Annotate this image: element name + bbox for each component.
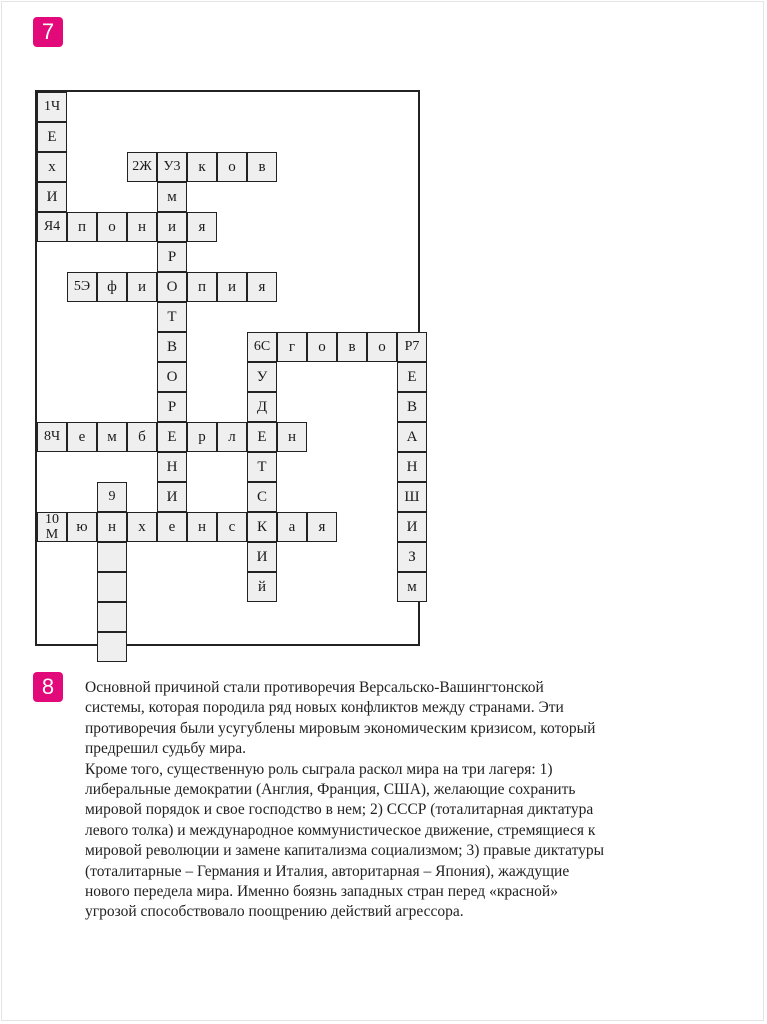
crossword-cell[interactable]: н bbox=[127, 212, 157, 242]
crossword-cell[interactable]: А bbox=[397, 422, 427, 452]
crossword-cell[interactable]: н bbox=[187, 512, 217, 542]
crossword-cell[interactable]: Я4 bbox=[37, 212, 67, 242]
crossword-cell[interactable]: К bbox=[247, 512, 277, 542]
crossword-cell[interactable]: 9 bbox=[97, 482, 127, 512]
answer-line: Основной причиной стали противоречия Версальско-Вашингтонской bbox=[85, 679, 544, 696]
crossword-cell[interactable]: б bbox=[127, 422, 157, 452]
crossword-cell[interactable]: Ш bbox=[397, 482, 427, 512]
crossword-cell[interactable]: с bbox=[217, 512, 247, 542]
crossword-cell[interactable]: м bbox=[157, 182, 187, 212]
crossword-cell[interactable]: Е bbox=[157, 422, 187, 452]
crossword-cell[interactable]: а bbox=[277, 512, 307, 542]
crossword-cell[interactable]: 5Э bbox=[67, 272, 97, 302]
crossword-cell[interactable]: И bbox=[397, 512, 427, 542]
answer-line: системы, которая породила ряд новых конфликтов между странами. Эти bbox=[85, 699, 564, 717]
crossword-cell[interactable]: и bbox=[157, 212, 187, 242]
crossword-cell[interactable]: о bbox=[307, 332, 337, 362]
crossword-cell[interactable]: я bbox=[307, 512, 337, 542]
crossword-cell[interactable]: Т bbox=[247, 452, 277, 482]
crossword-cell[interactable]: х bbox=[127, 512, 157, 542]
crossword-cell[interactable]: З bbox=[397, 542, 427, 572]
crossword-cell[interactable]: о bbox=[97, 212, 127, 242]
crossword-cell[interactable] bbox=[97, 572, 127, 602]
crossword-cell[interactable]: м bbox=[97, 422, 127, 452]
answer-line: мировой революции и замене капитализма социализмом; 3) правые диктатуры bbox=[85, 842, 605, 860]
crossword-cell[interactable]: о bbox=[367, 332, 397, 362]
crossword-cell[interactable]: я bbox=[187, 212, 217, 242]
crossword-cell[interactable]: 8Ч bbox=[37, 422, 67, 452]
crossword-cell[interactable]: и bbox=[217, 272, 247, 302]
crossword-cell[interactable] bbox=[97, 542, 127, 572]
crossword-cell[interactable]: И bbox=[247, 542, 277, 572]
crossword-cell[interactable]: р bbox=[187, 422, 217, 452]
crossword-cell[interactable]: О bbox=[157, 272, 187, 302]
crossword-cell[interactable]: И bbox=[157, 482, 187, 512]
crossword-cell[interactable]: 1Ч bbox=[37, 92, 67, 122]
crossword-cell[interactable]: В bbox=[157, 332, 187, 362]
crossword-cell[interactable]: п bbox=[187, 272, 217, 302]
crossword-cell[interactable]: х bbox=[37, 152, 67, 182]
crossword-cell[interactable]: й bbox=[247, 572, 277, 602]
task-8-answer-text bbox=[85, 678, 675, 923]
crossword-cell[interactable]: в bbox=[337, 332, 367, 362]
crossword-cell[interactable]: Р bbox=[157, 242, 187, 272]
answer-line: предрешил судьбу мира. bbox=[85, 740, 247, 758]
crossword-cell[interactable]: В bbox=[397, 392, 427, 422]
crossword-cell[interactable]: ю bbox=[67, 512, 97, 542]
crossword-cell[interactable]: С bbox=[247, 482, 277, 512]
crossword-cell[interactable]: н bbox=[97, 512, 127, 542]
crossword-cell[interactable]: в bbox=[247, 152, 277, 182]
crossword-cell[interactable]: О bbox=[157, 362, 187, 392]
crossword-cell[interactable]: У bbox=[247, 362, 277, 392]
answer-line: (тоталитарные – Германия и Италия, авторитарная – Япония), жаждущие bbox=[85, 862, 570, 880]
crossword-cell[interactable]: и bbox=[127, 272, 157, 302]
answer-line: угрозой способствовало поощрению действий агрессора. bbox=[85, 903, 464, 921]
task-7-badge: 7 bbox=[33, 17, 63, 47]
answer-line: нового передела мира. Именно боязнь западных стран перед «красной» bbox=[85, 883, 558, 901]
answer-line: левого толка) и международное коммунистическое движение, стремящиеся к bbox=[85, 821, 596, 839]
crossword-cell[interactable]: л bbox=[217, 422, 247, 452]
crossword-cell[interactable]: п bbox=[67, 212, 97, 242]
crossword-cell[interactable]: Р7 bbox=[397, 332, 427, 362]
crossword-cell[interactable]: е bbox=[67, 422, 97, 452]
crossword-cell[interactable]: Р bbox=[157, 392, 187, 422]
crossword-cell[interactable]: о bbox=[217, 152, 247, 182]
crossword-cell[interactable]: е bbox=[157, 512, 187, 542]
crossword-cell[interactable]: 10 М bbox=[37, 512, 67, 542]
crossword-cell[interactable]: У3 bbox=[157, 152, 187, 182]
crossword-cell[interactable]: н bbox=[277, 422, 307, 452]
crossword-cell[interactable]: Т bbox=[157, 302, 187, 332]
crossword-cell[interactable] bbox=[97, 602, 127, 632]
answer-line: мировой порядок и свое господство в нем; 2) СССР (тоталитарная диктатура bbox=[85, 801, 594, 819]
crossword-cell[interactable]: Н bbox=[397, 452, 427, 482]
crossword-cell[interactable] bbox=[97, 632, 127, 662]
crossword-cell[interactable]: ф bbox=[97, 272, 127, 302]
crossword-cell[interactable]: г bbox=[277, 332, 307, 362]
answer-line: противоречия были усугублены мировым экономическим кризисом, который bbox=[85, 719, 596, 737]
crossword-cell[interactable]: Е bbox=[247, 422, 277, 452]
task-8-badge: 8 bbox=[33, 672, 63, 702]
crossword-cell[interactable]: 2Ж bbox=[127, 152, 157, 182]
crossword-cell[interactable]: Е bbox=[397, 362, 427, 392]
crossword-cell[interactable]: И bbox=[37, 182, 67, 212]
crossword-cell[interactable]: 6С bbox=[247, 332, 277, 362]
answer-line: либеральные демократии (Англия, Франция, США), желающие сохранить bbox=[85, 781, 576, 799]
crossword-grid bbox=[35, 90, 420, 646]
crossword-cell[interactable]: я bbox=[247, 272, 277, 302]
crossword-cell[interactable]: к bbox=[187, 152, 217, 182]
crossword-cell[interactable]: Е bbox=[37, 122, 67, 152]
crossword-cell[interactable]: Н bbox=[157, 452, 187, 482]
crossword-cell[interactable]: м bbox=[397, 572, 427, 602]
answer-paragraph-2 bbox=[85, 760, 675, 923]
crossword-cell[interactable]: Д bbox=[247, 392, 277, 422]
answer-paragraph-1 bbox=[85, 678, 675, 760]
answer-line: Кроме того, существенную роль сыграла раскол мира на три лагеря: 1) bbox=[85, 760, 553, 778]
